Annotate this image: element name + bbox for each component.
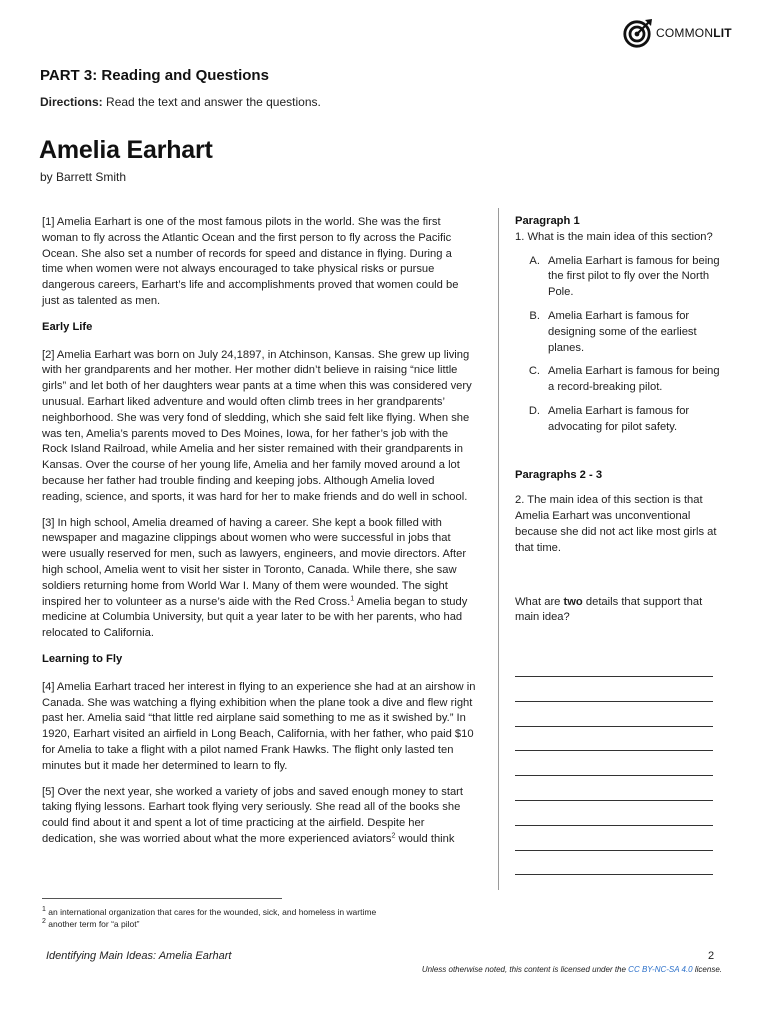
answer-line[interactable] (515, 751, 713, 776)
paragraph-3: [3] In high school, Amelia dreamed of having a career. She kept a book filled with newspaper and magazine clippings about women who were successful in jobs that were usually reserved for men, such as lawyers, engineers, and movie directors. After high school, Amelia went to visit her sister in Toronto, Canada. While there, she saw soldiers returning home from World War I. Many of them were wounded. The sight inspired her to volunteer as a nurse’s aide with the Red Cross.$^1$ Amelia began to study medicine at Columbia University, but quit a year later to be with her parents, who had relocated to California. (42, 516, 468, 640)
questions-column (515, 214, 723, 875)
article-byline: by Barrett Smith (40, 170, 127, 184)
answer-line[interactable] (515, 702, 713, 727)
question-1-options (515, 254, 723, 436)
answer-line[interactable] (515, 851, 713, 876)
question-1-heading: Paragraph 1 (515, 215, 580, 227)
brand-name: COMMONLIT (656, 26, 732, 40)
directions-text: Read the text and answer the questions. (102, 95, 321, 109)
target-icon (623, 18, 653, 48)
option-d[interactable]: D. Amelia Earhart is famous for advocating for pilot safety. (528, 404, 690, 433)
question-1-text: 1. What is the main idea of this section? (515, 230, 713, 243)
footnote-1: $^1$ an international organization that cares for the wounded, sick, and homeless in wartime (42, 906, 377, 917)
page-number: 2 (708, 950, 715, 962)
answer-line[interactable] (515, 652, 713, 677)
paragraph-4: [4] Amelia Earhart traced her interest in flying to an experience she had at an airshow in Canada. She was watching a flying exhibition when the plane took a dive and flew right past her. Amelia said “that little red airplane said something to me as it swished by.” In 1920, Earhart visited an airfield in Long Beach, California, with her father, who paid $10 for Amelia to take a flight with a pilot named Frank Hawks. The flight only lasted ten minutes but it made her determined to learn to fly. (42, 680, 476, 772)
footnote-2: $^2$ another term for “a pilot” (42, 918, 140, 929)
answer-line[interactable] (515, 776, 713, 801)
footnote-rule (42, 898, 282, 899)
option-b[interactable]: B. Amelia Earhart is famous for designing some of the earliest planes. (529, 309, 697, 354)
section-heading-early-life: Early Life (42, 320, 93, 333)
license-link[interactable]: CC BY-NC-SA 4.0 (628, 965, 693, 974)
part-title: PART 3: Reading and Questions (40, 67, 269, 84)
article-title: Amelia Earhart (39, 136, 213, 164)
directions (40, 95, 321, 109)
answer-lines (515, 652, 723, 875)
section-heading-learning-to-fly: Learning to Fly (42, 652, 123, 665)
footer-doc-title: Identifying Main Ideas: Amelia Earhart (46, 950, 232, 962)
paragraph-5: [5] Over the next year, she worked a variety of jobs and saved enough money to start taking flying lessons. Earhart took flying very seriously. She read all of the books she could find about it and spent a lot of time practicing at the airfield. Despite her dedication, she was worried about what the more experienced aviators$^2$ would think (42, 785, 464, 845)
option-a[interactable]: A. Amelia Earhart is famous for being the first pilot to fly over the North Pole. (529, 254, 720, 299)
license-notice: Unless otherwise noted, this content is licensed under the CC BY-NC-SA 4.0 license. (421, 965, 722, 974)
question-2-text: 2. The main idea of this section is that Amelia Earhart was unconventional because she did not act like most girls at that time. (515, 494, 717, 554)
directions-label: Directions: (40, 95, 103, 109)
answer-line[interactable] (515, 826, 713, 851)
option-c[interactable]: C. Amelia Earhart is famous for being a record-breaking pilot. (528, 365, 720, 394)
paragraph-1: [1] Amelia Earhart is one of the most famous pilots in the world. She was the first woman to fly across the Atlantic Ocean and the first person to fly across the Pacific Ocean. She also set a number of records for speed and distance in flying. During a time when women were not always encouraged to take physical risks or pursue dangerous careers, Earhart’s life and accomplishments proved that women could be just as talented as men. (42, 216, 459, 307)
question-2-prompt: What are two details that support that main idea? (515, 595, 703, 624)
footnote-ref-1: 1 (350, 594, 355, 602)
answer-line[interactable] (515, 677, 713, 702)
column-divider (498, 208, 499, 890)
article-body (42, 215, 476, 858)
paragraph-2: [2] Amelia Earhart was born on July 24,1897, in Atchinson, Kansas. She grew up living with her grandparents and her mother. Her mother didn’t believe in raising “nice little girls” and let both of her daughters wear pants at a time when this was considered very unusual. Earhart liked adventure and would often climb trees in her grandparents’ neighborhood. She was very fond of sledding, which she said felt like flying. When she was ten, Amelia’s parents moved to Des Moines, Iowa, for her father’s job with the Rock Island Railroad, while Amelia and her sister remained with their grandparents in Kansas. Over the course of her young life, Amelia and her family moved around a lot because her father had trouble finding and keeping jobs. Although Amelia loved reading, science, and sports, it was hard for her to make friends and do well in school. (42, 348, 472, 503)
question-2-heading: Paragraphs 2 - 3 (515, 468, 603, 481)
answer-line[interactable] (515, 727, 713, 752)
answer-line[interactable] (515, 801, 713, 826)
commonlit-logo (623, 18, 732, 48)
footnotes (42, 906, 376, 930)
footnote-ref-2: 2 (391, 832, 396, 840)
